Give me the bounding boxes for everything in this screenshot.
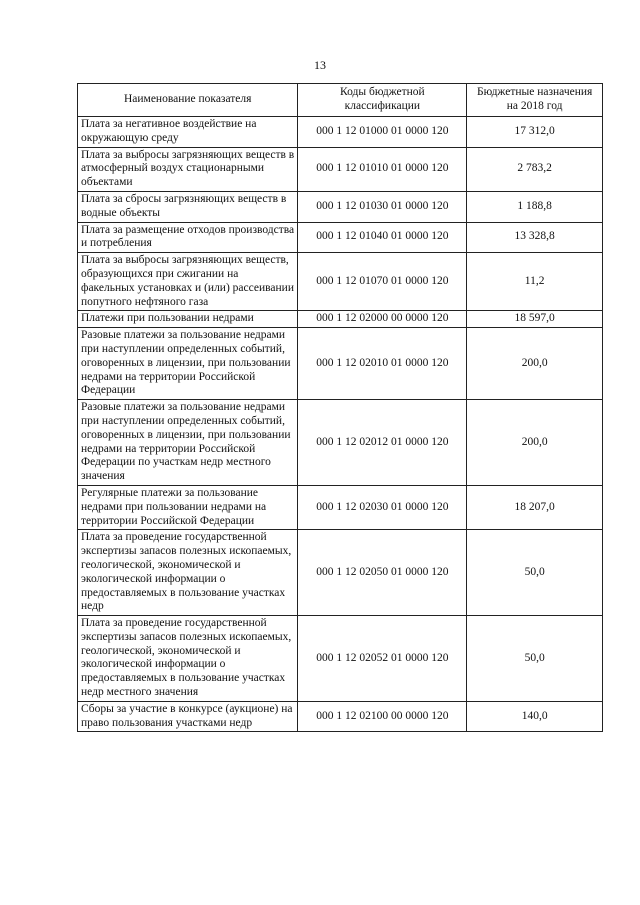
row-amount: 1 188,8	[467, 191, 603, 222]
table-row	[78, 530, 603, 616]
row-name: Плата за проведение государственной экспертизы запасов полезных ископаемых, геологической, экономической и экологической информации о предоставляемых в пользование участках недр	[78, 530, 298, 616]
header-name: Наименование показателя	[78, 84, 298, 117]
row-code: 000 1 12 01030 01 0000 120	[298, 191, 467, 222]
row-code: 000 1 12 02052 01 0000 120	[298, 616, 467, 702]
header-code: Коды бюджетной классификации	[298, 84, 467, 117]
row-code: 000 1 12 02012 01 0000 120	[298, 400, 467, 486]
row-code: 000 1 12 02100 00 0000 120	[298, 701, 467, 732]
row-name: Сборы за участие в конкурсе (аукционе) на право пользования участками недр	[78, 701, 298, 732]
table-row	[78, 147, 603, 191]
row-code: 000 1 12 02030 01 0000 120	[298, 485, 467, 529]
row-code: 000 1 12 02000 00 0000 120	[298, 311, 467, 328]
table-row	[78, 485, 603, 529]
table-row	[78, 191, 603, 222]
row-amount: 200,0	[467, 400, 603, 486]
row-name: Плата за негативное воздействие на окружающую среду	[78, 117, 298, 148]
row-name: Плата за выбросы загрязняющих веществ в атмосферный воздух стационарными объектами	[78, 147, 298, 191]
row-name: Плата за проведение государственной экспертизы запасов полезных ископаемых, геологической, экономической и экологической информации о предоставляемых в пользование участках недр местного значения	[78, 616, 298, 702]
table-row	[78, 311, 603, 328]
table-row	[78, 400, 603, 486]
row-amount: 17 312,0	[467, 117, 603, 148]
row-name: Плата за выбросы загрязняющих веществ, образующихся при сжигании на факельных установках и (или) рассеивании попутного нефтяного газа	[78, 253, 298, 311]
row-name: Платежи при пользовании недрами	[78, 311, 298, 328]
table-row	[78, 117, 603, 148]
row-name: Плата за сбросы загрязняющих веществ в водные объекты	[78, 191, 298, 222]
row-code: 000 1 12 01040 01 0000 120	[298, 222, 467, 253]
row-amount: 13 328,8	[467, 222, 603, 253]
row-amount: 200,0	[467, 328, 603, 400]
row-name: Плата за размещение отходов производства и потребления	[78, 222, 298, 253]
row-code: 000 1 12 02050 01 0000 120	[298, 530, 467, 616]
page-number: 13	[314, 58, 326, 72]
row-code: 000 1 12 01000 01 0000 120	[298, 117, 467, 148]
row-amount: 18 207,0	[467, 485, 603, 529]
row-name: Разовые платежи за пользование недрами при наступлении определенных событий, оговоренных в лицензии, при пользовании недрами на территории Российской Федерации по участкам недр местного значения	[78, 400, 298, 486]
budget-table	[77, 83, 603, 732]
table-row	[78, 328, 603, 400]
row-code: 000 1 12 01070 01 0000 120	[298, 253, 467, 311]
row-code: 000 1 12 02010 01 0000 120	[298, 328, 467, 400]
table-header-row	[78, 84, 603, 117]
row-amount: 11,2	[467, 253, 603, 311]
row-code: 000 1 12 01010 01 0000 120	[298, 147, 467, 191]
row-amount: 50,0	[467, 530, 603, 616]
header-amount: Бюджетные назначения на 2018 год	[467, 84, 603, 117]
row-amount: 2 783,2	[467, 147, 603, 191]
table-row	[78, 253, 603, 311]
row-amount: 140,0	[467, 701, 603, 732]
row-amount: 50,0	[467, 616, 603, 702]
table-row	[78, 701, 603, 732]
row-amount: 18 597,0	[467, 311, 603, 328]
table-row	[78, 222, 603, 253]
table-row	[78, 616, 603, 702]
row-name: Разовые платежи за пользование недрами при наступлении определенных событий, оговоренных в лицензии, при пользовании недрами на территории Российской Федерации	[78, 328, 298, 400]
row-name: Регулярные платежи за пользование недрами при пользовании недрами на территории Российской Федерации	[78, 485, 298, 529]
